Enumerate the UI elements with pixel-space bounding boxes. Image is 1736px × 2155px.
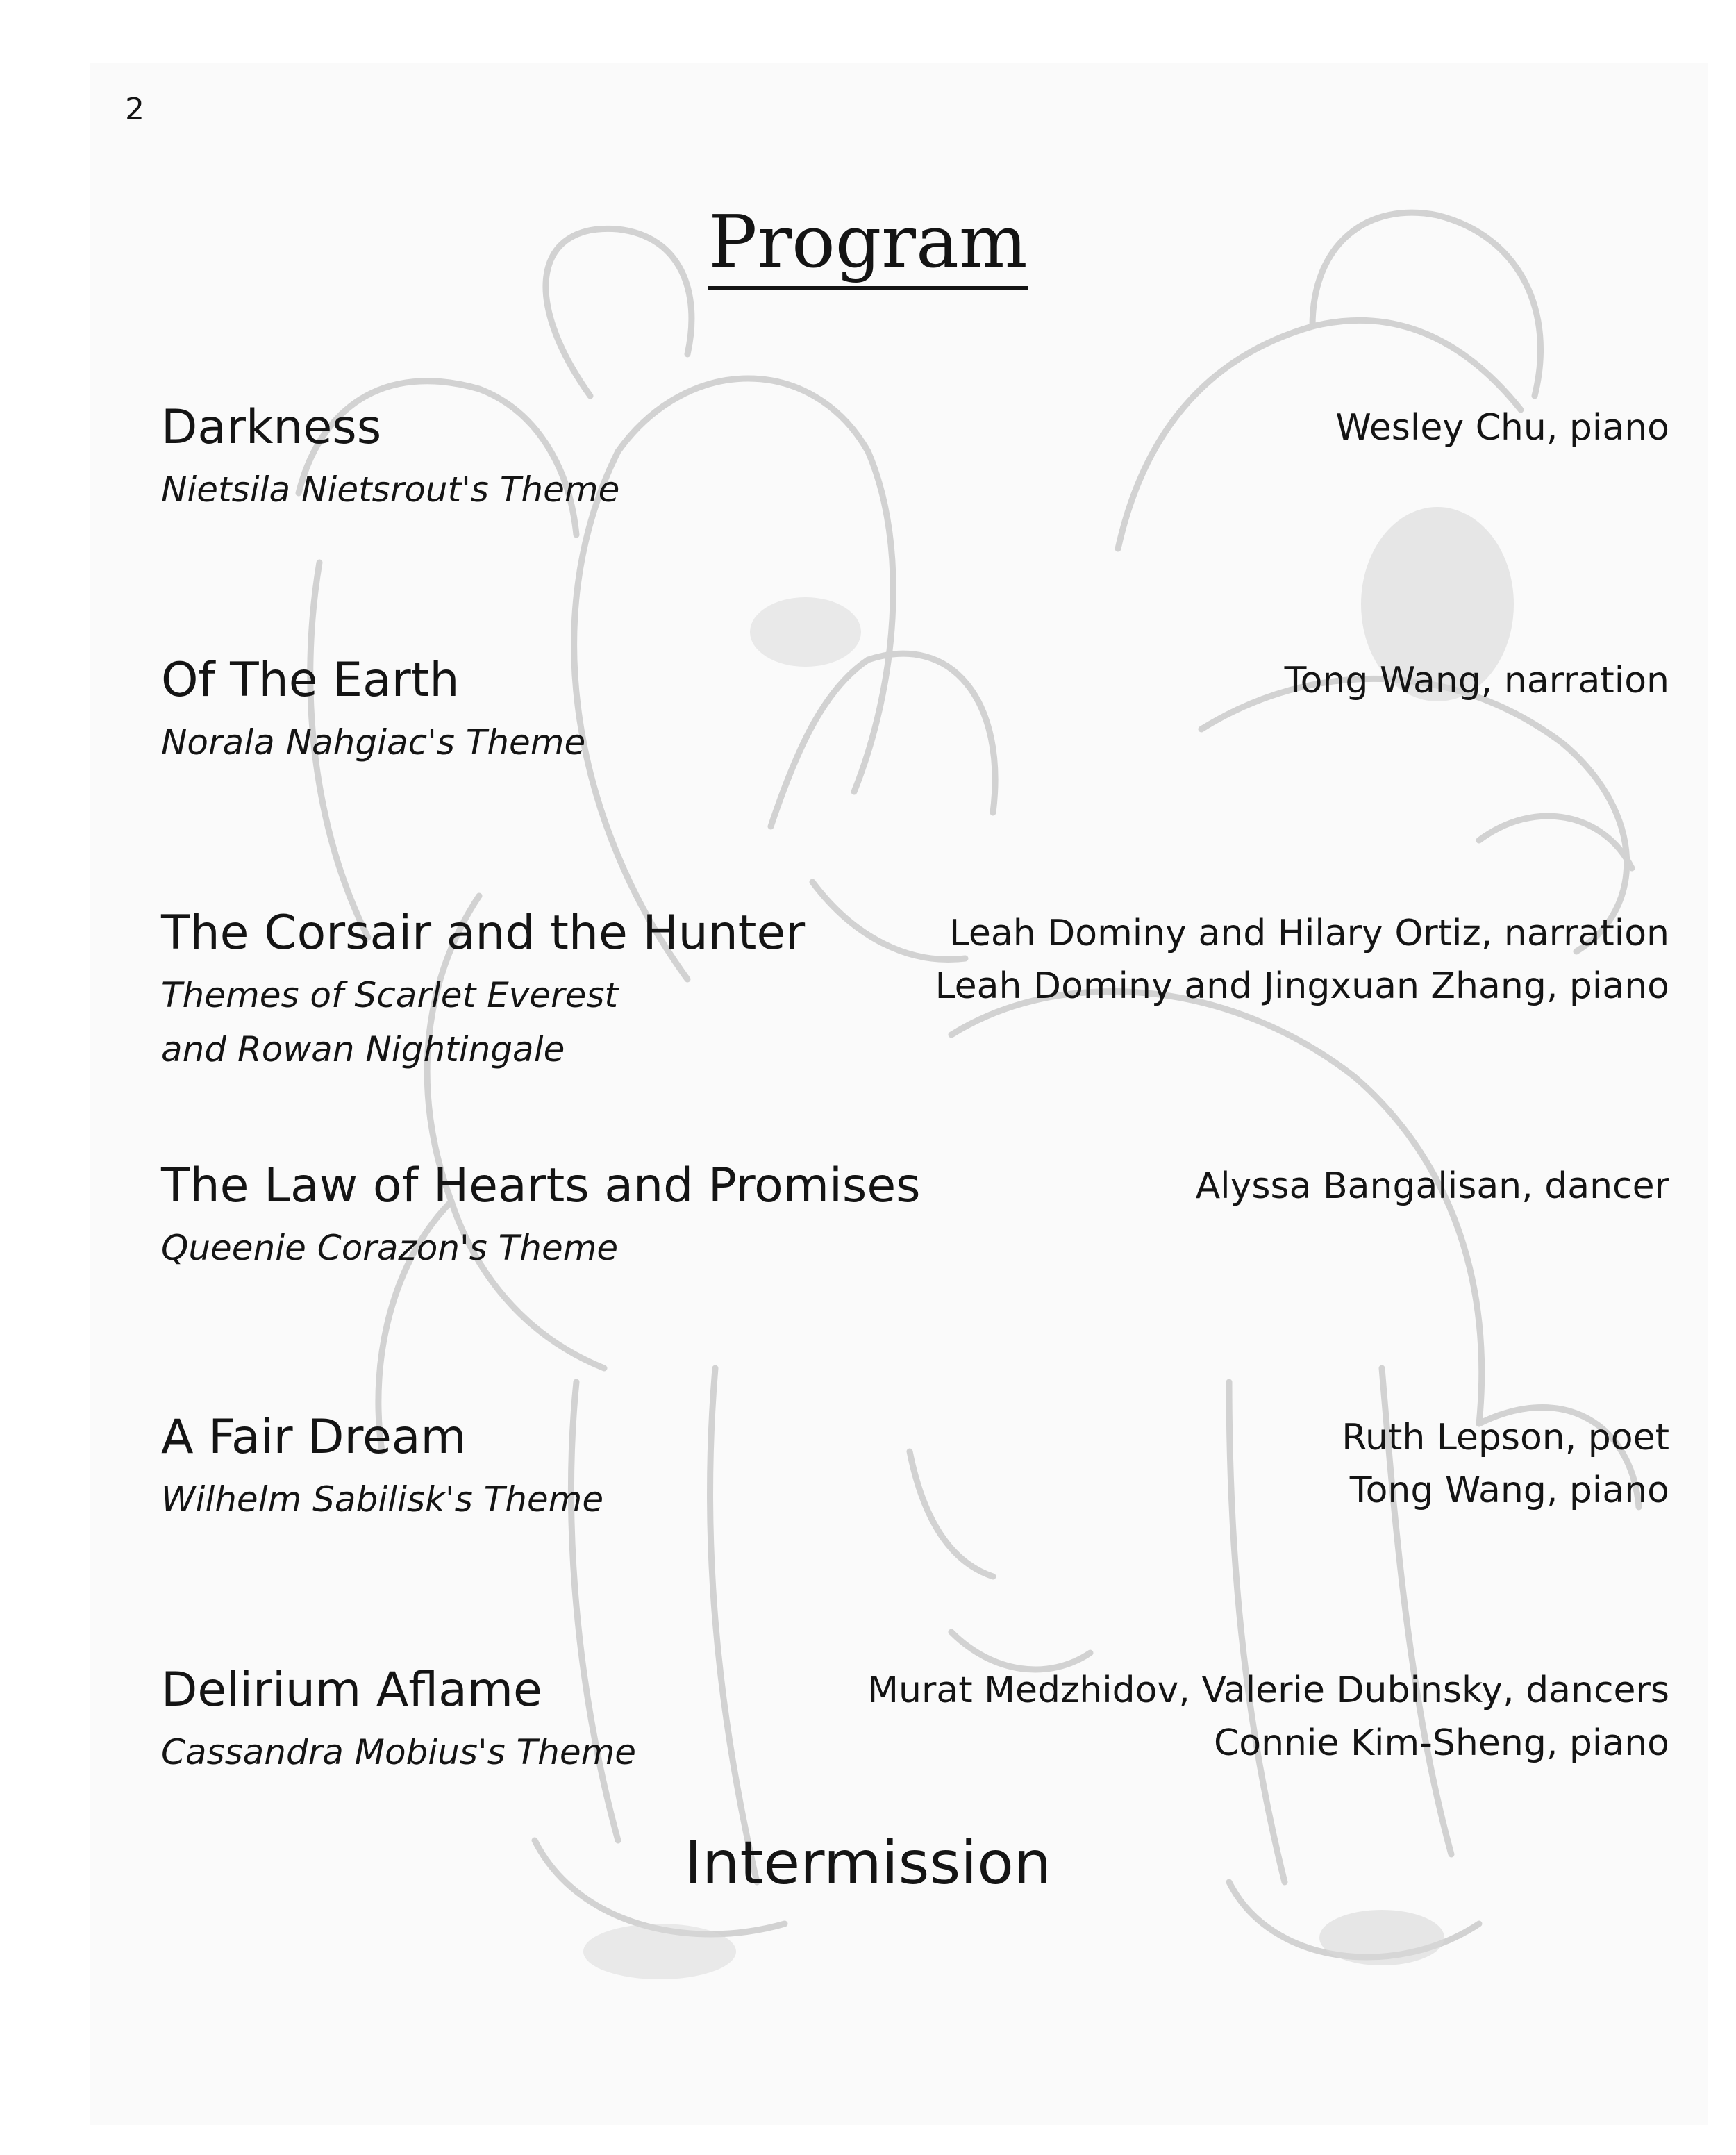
performer-line: Ruth Lepson, poet <box>1342 1417 1669 1458</box>
performers-of-the-earth <box>1285 654 1669 707</box>
background-sketch-illustration <box>90 63 1708 2125</box>
piece-title: The Law of Hearts and Promises <box>161 1158 921 1213</box>
performer-line: Alyssa Bangalisan, dancer <box>1195 1165 1669 1207</box>
program-item-law-of-hearts <box>161 1158 921 1275</box>
performers-delirium-aflame <box>867 1664 1669 1770</box>
program-item-darkness <box>161 400 620 517</box>
piece-subtitle-line: Themes of Scarlet Everest <box>161 975 618 1015</box>
piece-subtitle: Wilhelm Sabilisk's Theme <box>161 1479 604 1520</box>
piece-subtitle-line: and Rowan Nightingale <box>161 1029 565 1070</box>
piece-title: Delirium Aflame <box>161 1663 542 1717</box>
performer-line: Leah Dominy and Jingxuan Zhang, piano <box>935 965 1669 1007</box>
program-heading <box>0 199 1736 290</box>
performer-line: Wesley Chu, piano <box>1335 407 1669 449</box>
program-title-text: Program <box>708 206 1027 290</box>
piece-title: Darkness <box>161 400 382 455</box>
piece-title: Of The Earth <box>161 653 460 708</box>
program-item-of-the-earth <box>161 653 586 769</box>
piece-title: A Fair Dream <box>161 1410 467 1465</box>
performer-line: Leah Dominy and Hilary Ortiz, narration <box>949 913 1669 954</box>
intermission-heading: Intermission <box>684 1829 1052 1898</box>
program-item-a-fair-dream <box>161 1410 604 1526</box>
piece-subtitle: Nietsila Nietsrout's Theme <box>161 469 620 510</box>
performers-darkness <box>1335 401 1669 454</box>
performer-line: Tong Wang, narration <box>1284 660 1669 701</box>
program-item-delirium-aflame <box>161 1663 637 1779</box>
piece-subtitle: Cassandra Mobius's Theme <box>161 1732 637 1772</box>
performer-line: Tong Wang, piano <box>1349 1470 1669 1511</box>
piece-title: The Corsair and the Hunter <box>161 906 806 960</box>
piece-subtitle: Queenie Corazon's Theme <box>161 1228 619 1268</box>
performers-corsair-and-hunter <box>935 907 1669 1013</box>
performer-line: Connie Kim-Sheng, piano <box>1213 1722 1669 1764</box>
performer-line: Murat Medzhidov, Valerie Dubinsky, dancers <box>867 1670 1669 1711</box>
piece-subtitle: Norala Nahgiac's Theme <box>161 722 586 763</box>
program-item-corsair-and-hunter <box>161 906 806 1076</box>
performers-law-of-hearts <box>1196 1160 1669 1213</box>
page-number: 2 <box>125 92 144 127</box>
piece-subtitle <box>161 968 805 1076</box>
performers-a-fair-dream <box>1342 1411 1669 1517</box>
